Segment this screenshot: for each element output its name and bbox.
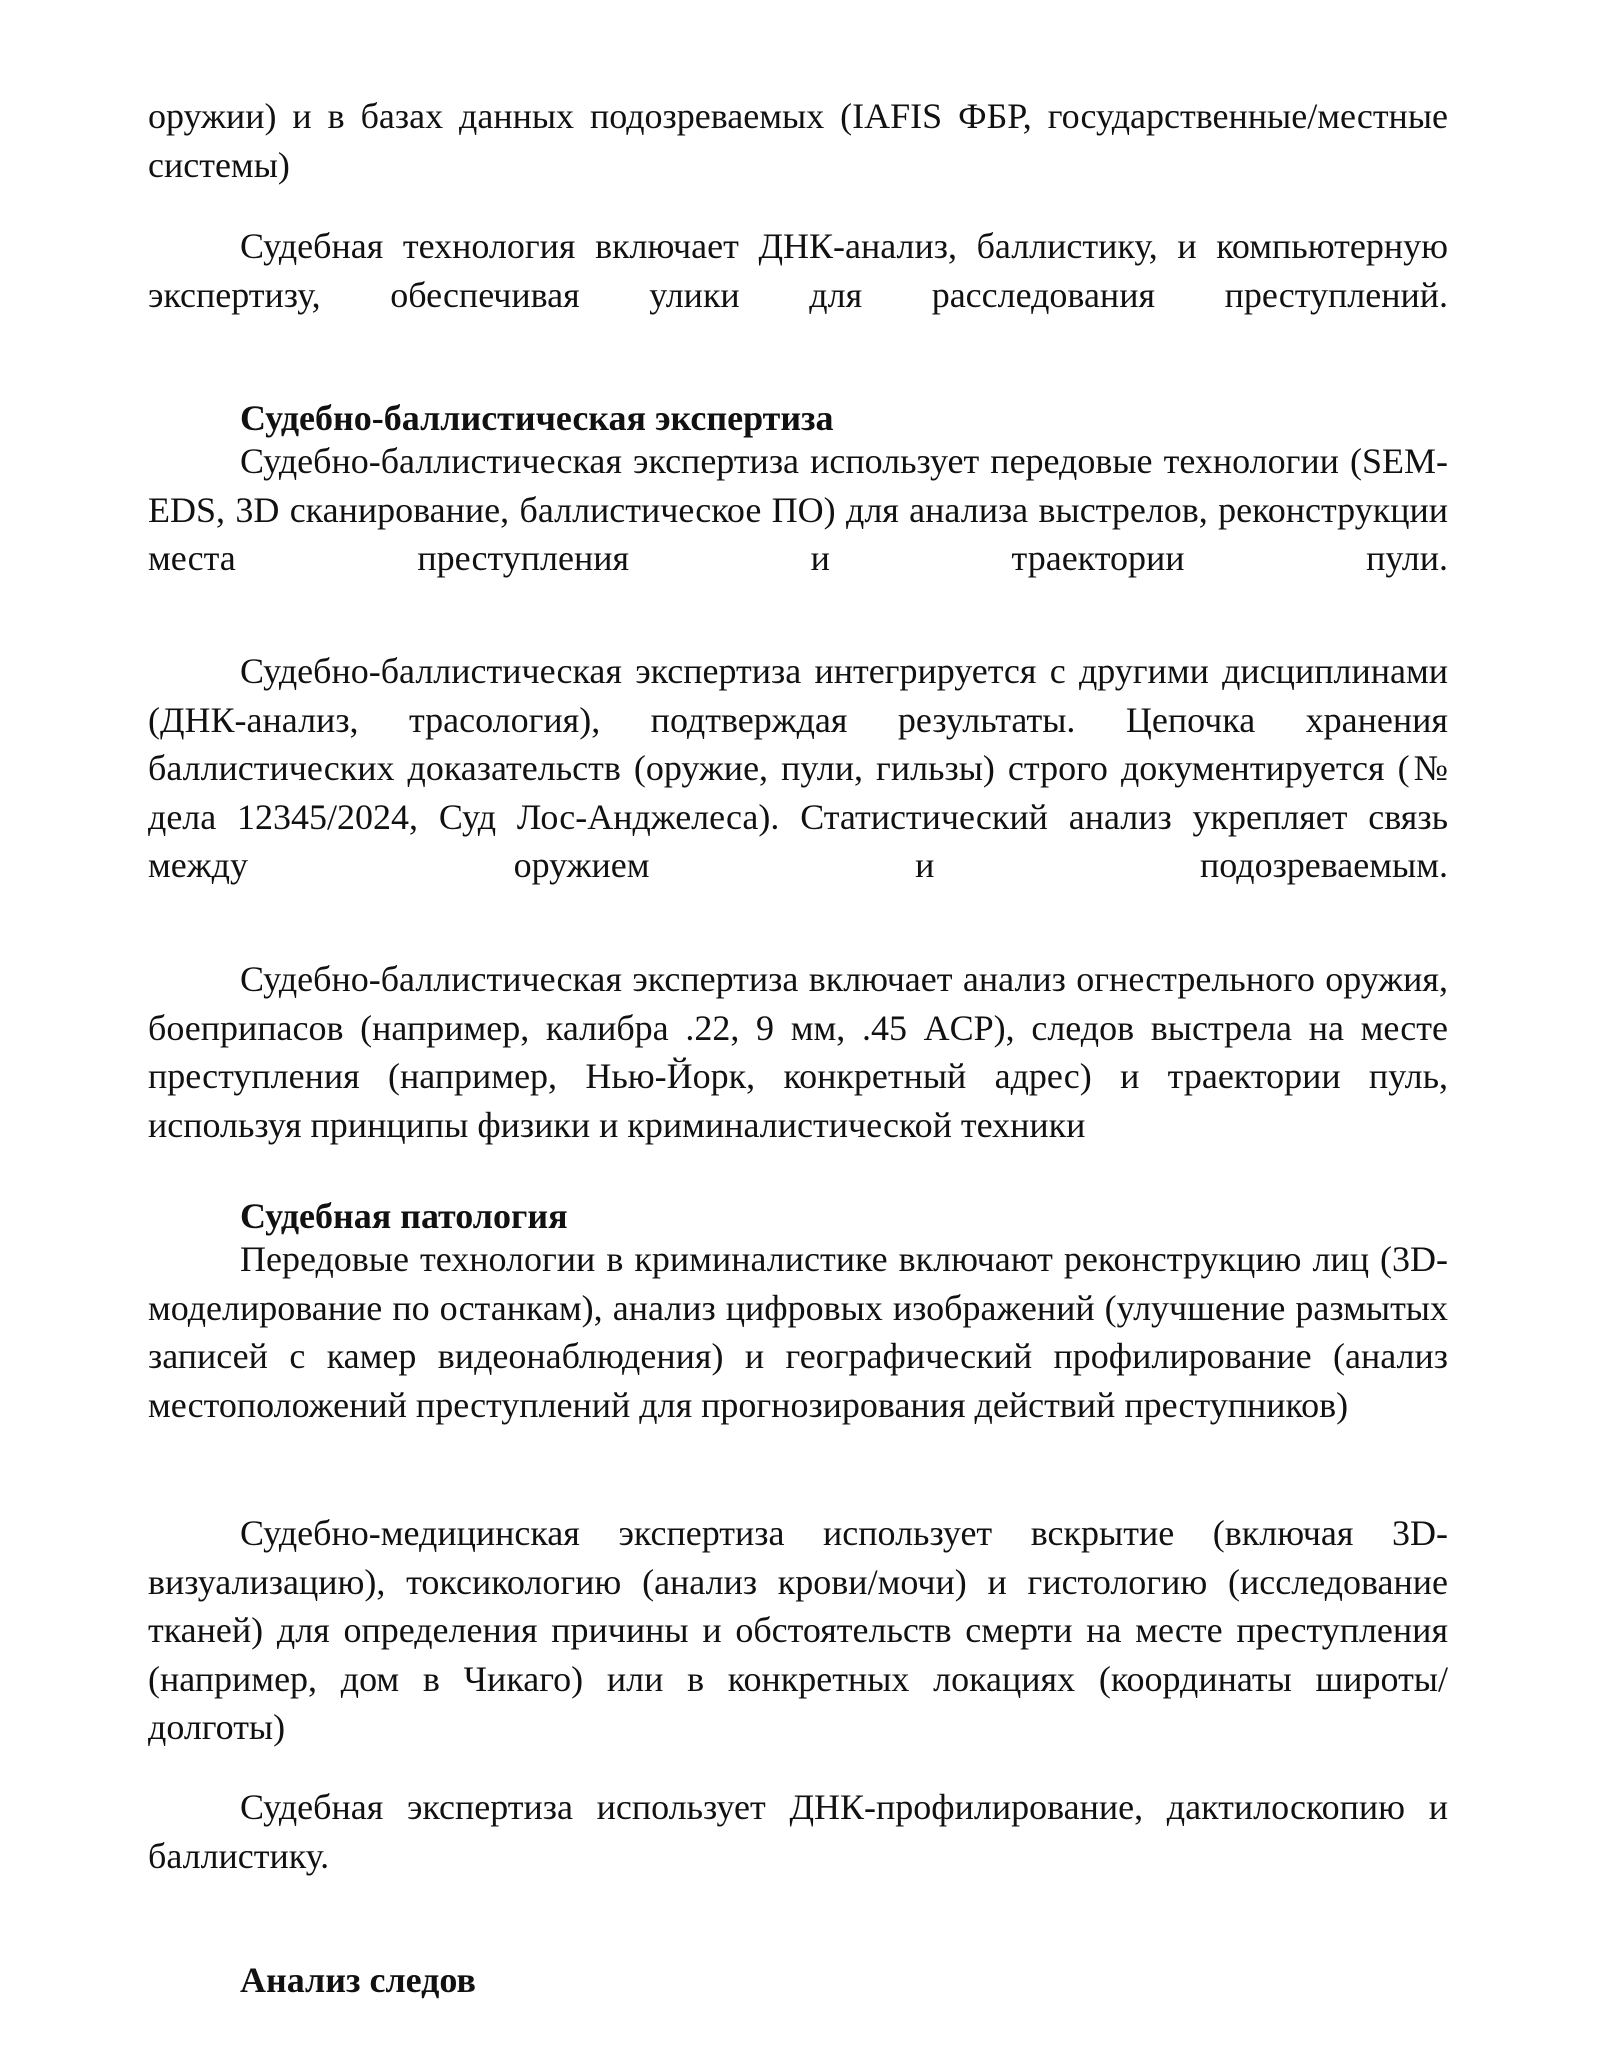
paragraph-text: Судебно-баллистическая экспертиза интегрируется с другими дисциплинами (ДНК-анализ, трасология), подтверждая результаты. Цепочка хранения баллистических доказательств (оружие, пули, гильзы) строго документируется (№ дела 12345/2024, Суд Лос-Анджелеса). Статистический анализ укрепляет связь между оружием и подозреваемым. bbox=[148, 651, 1448, 885]
paragraph-text: Судебная технология включает ДНК-анализ, баллистику, и компьютерную экспертизу, обеспечивая улики для расследования преступлений. bbox=[148, 226, 1448, 315]
heading-text: Судебно-баллистическая экспертиза bbox=[240, 398, 834, 438]
paragraph-p6 bbox=[148, 1235, 1448, 1429]
heading-text: Судебная патология bbox=[240, 1196, 568, 1236]
paragraph-text: Судебная экспертиза использует ДНК-профилирование, дактилоскопию и баллистику. bbox=[148, 1787, 1448, 1876]
section-heading-pathology bbox=[148, 1192, 1448, 1241]
paragraph-text: Судебно-баллистическая экспертиза включает анализ огнестрельного оружия, боеприпасов (например, калибра .22, 9 мм, .45 ACP), следов выстрела на месте преступления (например, Нью-Йорк, конкретный адрес) и траектории пуль, используя принципы физики и криминалистической техники bbox=[148, 959, 1448, 1145]
paragraph-text: Судебно-баллистическая экспертиза использует передовые технологии (SEM-EDS, 3D сканирование, баллистическое ПО) для анализа выстрелов, реконструкции места преступления и траектории пули. bbox=[148, 441, 1448, 578]
paragraph-p4 bbox=[148, 647, 1448, 890]
paragraph-text: оружии) и в базах данных подозреваемых (IAFIS ФБР, государственные/местные системы) bbox=[148, 96, 1448, 185]
paragraph-p1 bbox=[148, 92, 1448, 189]
heading-text: Анализ следов bbox=[240, 1960, 476, 2000]
paragraph-p7 bbox=[148, 1509, 1448, 1752]
paragraph-p8 bbox=[148, 1783, 1448, 1880]
paragraph-p5 bbox=[148, 955, 1448, 1149]
paragraph-p2 bbox=[148, 222, 1448, 319]
paragraph-p3 bbox=[148, 437, 1448, 583]
section-heading-ballistics bbox=[148, 394, 1448, 443]
paragraph-text: Передовые технологии в криминалистике включают реконструкцию лиц (3D-моделирование по останкам), анализ цифровых изображений (улучшение размытых записей с камер видеонаблюдения) и географический профилирование (анализ местоположений преступлений для прогнозирования действий преступников) bbox=[148, 1239, 1448, 1425]
paragraph-text: Судебно-медицинская экспертиза использует вскрытие (включая 3D-визуализацию), токсикологию (анализ крови/мочи) и гистологию (исследование тканей) для определения причины и обстоятельств смерти на месте преступления (например, дом в Чикаго) или в конкретных локациях (координаты широты/долготы) bbox=[148, 1513, 1448, 1747]
section-heading-traces bbox=[148, 1956, 1448, 2005]
